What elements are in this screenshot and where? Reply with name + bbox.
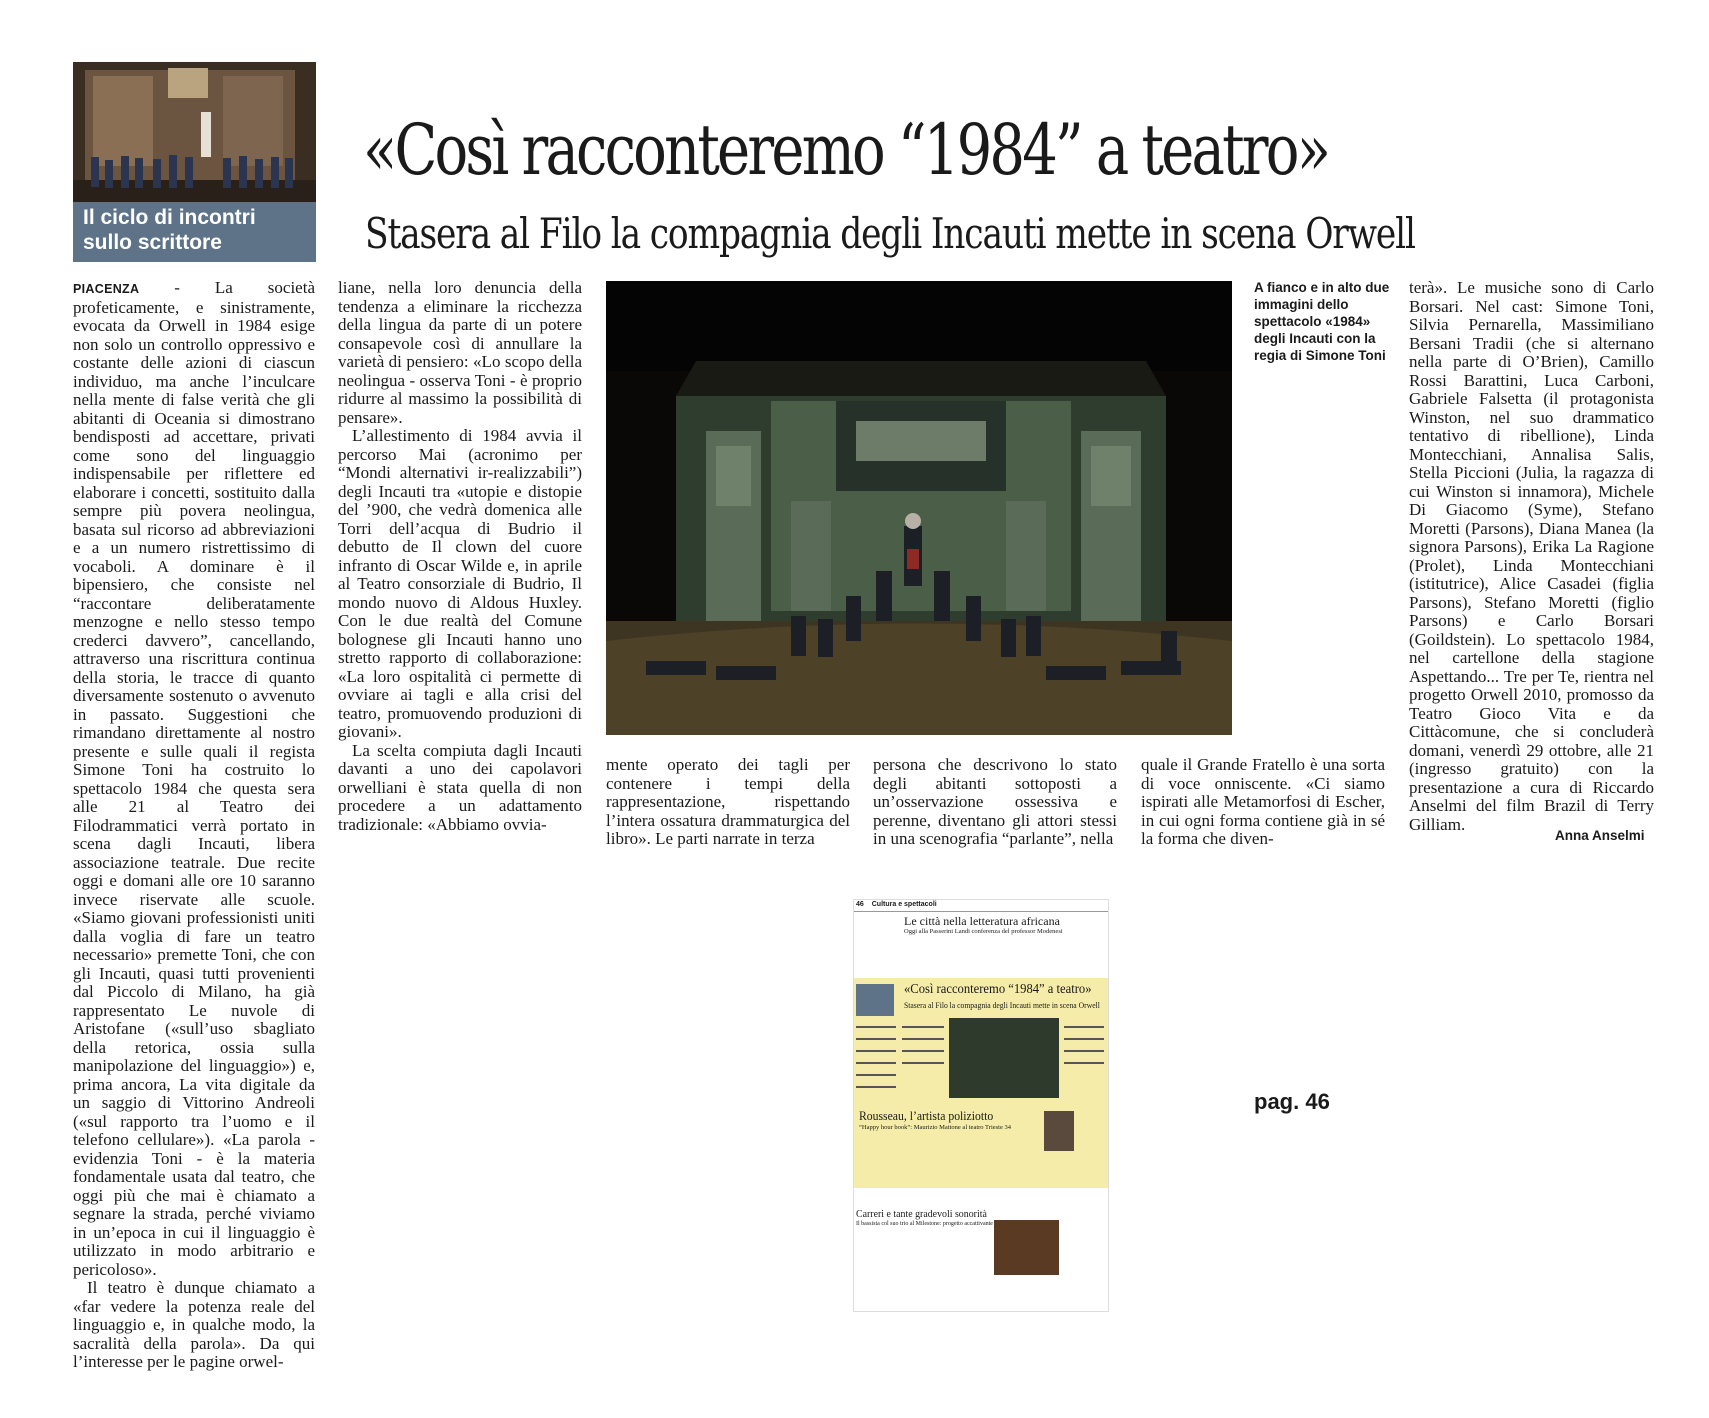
photo-caption: A fianco e in alto due immagini dello spettacolo «1984» degli Incauti con la regia di Simone Toni xyxy=(1254,280,1390,363)
stage-photo xyxy=(606,281,1232,735)
column-1-para-2: Il teatro è dunque chiamato a «far vedere la potenza reale del linguaggio e, in qualche modo, la sacralità della parola». Da qui l’interesse per le pagine orwel- xyxy=(73,1278,315,1371)
dateline: PIACENZA xyxy=(73,282,140,296)
subheadline: Stasera al Filo la compagnia degli Incauti mette in scena Orwell xyxy=(365,209,1415,258)
mini-page-header xyxy=(854,900,1108,912)
mini-sub-3: “Happy hour book”: Maurizio Mattone al teatro Trieste 34 xyxy=(859,1124,1011,1131)
mini-highlight xyxy=(854,978,1108,1188)
column-2 xyxy=(338,279,582,834)
column-1-para-1: PIACENZA - La società profeticamente, e sinistramente, evocata da Orwell in 1984 esige non solo un controllo oppressivo e costante delle azioni di ciascun individuo, ma anche l’inculcare nella mente di false verità che gli abitanti di Oceania si dimostrano bendisposti ad accettare, privati come sono del linguaggio indispensabile per riflettere ed elaborare i concetti, sostituito dalla sempre più povera neolingua, basata sul ricorso ad abbreviazioni e a un numero ristrettissimo di vocaboli. A dominare è il bipensiero, che consiste nel “raccontare deliberatamente menzogne e nello stesso tempo crederci davvero”, cancellando, attraverso una riscrittura continua della storia, le tracce di quanto diversamente sostenuto o avvenuto in passato. Suggestioni che rimandano direttamente al nostro presente e sulle quali il regista Simone Toni ha costruito lo spettacolo 1984 che questa sera alle 21 al Teatro dei Filodrammatici verrà portato in scena dagli Incauti, libera associazione teatrale. Due recite oggi e domani alle ore 10 saranno invece riservate alle scuole. «Siamo giovani professionisti uniti dalla voglia di fare un teatro necessario» premette Toni, che con gli Incauti, quasi tutti provenienti dal Piccolo di Milano, ha già rappresentato Le nuvole di Aristofane («sull’uso sbagliato della retorica, ossia sulla manipolazione del linguaggio») e, prima ancora, La vita digitale da un saggio di Vittorino Andreoli («sul rapporto tra l’uomo e il telefono cellulare»). «La parola - evidenzia Toni - è la materia fondamentale usata dal teatro, che oggi più che mai è chiamato a segnare la strada, perché viviamo in un’epoca in cui il linguaggio è utilizzato in modo arbitrario e pericoloso». xyxy=(73,278,315,1279)
thumbnail-box xyxy=(73,62,316,262)
mini-headline-3: Rousseau, l’artista poliziotto xyxy=(859,1108,994,1123)
headline: «Così racconteremo “1984” a teatro» xyxy=(363,109,1329,191)
mini-sub-4: Il bassista col suo trio al Milestone: progetto accattivante xyxy=(856,1221,993,1227)
mini-photo-2 xyxy=(1044,1111,1074,1151)
mini-page-section: Cultura e spettacoli xyxy=(871,901,937,908)
page-label: pag. 46 xyxy=(1254,1089,1330,1114)
mini-photo xyxy=(949,1018,1059,1098)
thumbnail-photo xyxy=(73,62,316,202)
mini-headline-1: Le città nella letteratura africana xyxy=(904,914,1060,928)
column-3: mente operato dei tagli per contenere i tempi della rappresentazione, rispettando l’intera ossatura drammaturgica del libro». Le parti narrate in terza xyxy=(606,755,850,848)
column-2-para-1: liane, nella loro denuncia della tendenza a eliminare la ricchezza della lingua da parte di un potere consapevole così di annullare la varietà di pensiero: «Lo scopo della neolingua - osserva Toni - è proprio ridurre al massimo la possibilità di pensare». xyxy=(338,278,582,427)
column-4: persona che descrivono lo stato degli abitanti sottoposti a un’osservazione ossessiva e perenne, diventano gli attori stessi in una scenografia “parlante”, nella xyxy=(873,755,1117,848)
column-2-para-3: La scelta compiuta dagli Incauti davanti a uno dei capolavori orwelliani è stata quella di non procedere a un adattamento tradizionale: «Abbiamo ovvia- xyxy=(338,740,582,834)
mini-sub-1: Oggi alla Passerini Landi conferenza del professor Modenesi xyxy=(904,928,1063,935)
column-6: terà». Le musiche sono di Carlo Borsari. Nel cast: Simone Toni, Silvia Pernarella, Massimiliano Bersani Tradii (che si alternano nella parte di O’Brien), Camillo Rossi Barattini, Luca Carboni, Gabriele Falsetta (il protagonista Winston, nel suo drammatico tentativo di ribellione), Linda Montecchiani, Annalisa Salis, Stella Piccioni (Julia, la ragazza di cui Winston si innamora), Michele Di Giacomo (Syme), Stefano Moretti (Parsons), Diana Manea (la signora Parsons), Erika La Ragione (Prolet), Linda Montecchiani (istitutrice), Alice Casadei (figlia Parsons), Stefano Moretti (figlio Parsons) e Carlo Borsari (Goildstein). Lo spettacolo 1984, nel cartellone della stagione Aspettando... Tre per Te, rientra nel progetto Orwell 2010, promosso da Teatro Gioco Vita e da Cittàcomune, che si concluderà domani, venerdì 29 ottobre, alle 21 (ingresso gratuito) con la presentazione a cura di Riccardo Anselmi del film Brazil di Terry Gilliam. xyxy=(1409,278,1654,834)
thumbnail-caption: Il ciclo di incontri sullo scrittore xyxy=(83,206,256,254)
mini-headline-2: «Così racconteremo “1984” a teatro» xyxy=(904,982,1092,997)
mini-photo-3 xyxy=(994,1220,1059,1275)
mini-page xyxy=(853,899,1109,1312)
column-5: quale il Grande Fratello è una sorta di voce onniscente. «Ci siamo ispirati alle Metamorfosi di Escher, in cui ogni forma contiene già in sé la forma che diven- xyxy=(1141,755,1385,848)
author: Anna Anselmi xyxy=(1555,828,1645,843)
column-1 xyxy=(73,279,315,1372)
column-2-para-2: L’allestimento di 1984 avvia il percorso Mai (acronimo per “Mondi alternativi ir-realizzabili”) degli Incauti tra «utopie e distopie del ’900, che vedrà domenica alle Torri dell’acqua di Budrio il debutto de Il clown del cuore infranto di Oscar Wilde e, in aprile al Teatro consorziale di Budrio, Il mondo nuovo di Aldous Huxley. Con le due realtà del Comune bolognese gli Incauti hanno uno stretto rapporto di collaborazione: «La loro ospitalità ci permette di ovviare ai tagli e alla crisi del teatro, promuovendo produzioni di giovani». xyxy=(338,426,582,741)
mini-sub-2: Stasera al Filo la compagnia degli Incauti mette in scena Orwell xyxy=(904,1000,1100,1010)
mini-page-number: 46 xyxy=(856,901,864,908)
mini-thumb xyxy=(856,984,894,1016)
mini-headline-4: Carreri e tante gradevoli sonorità xyxy=(856,1208,987,1220)
